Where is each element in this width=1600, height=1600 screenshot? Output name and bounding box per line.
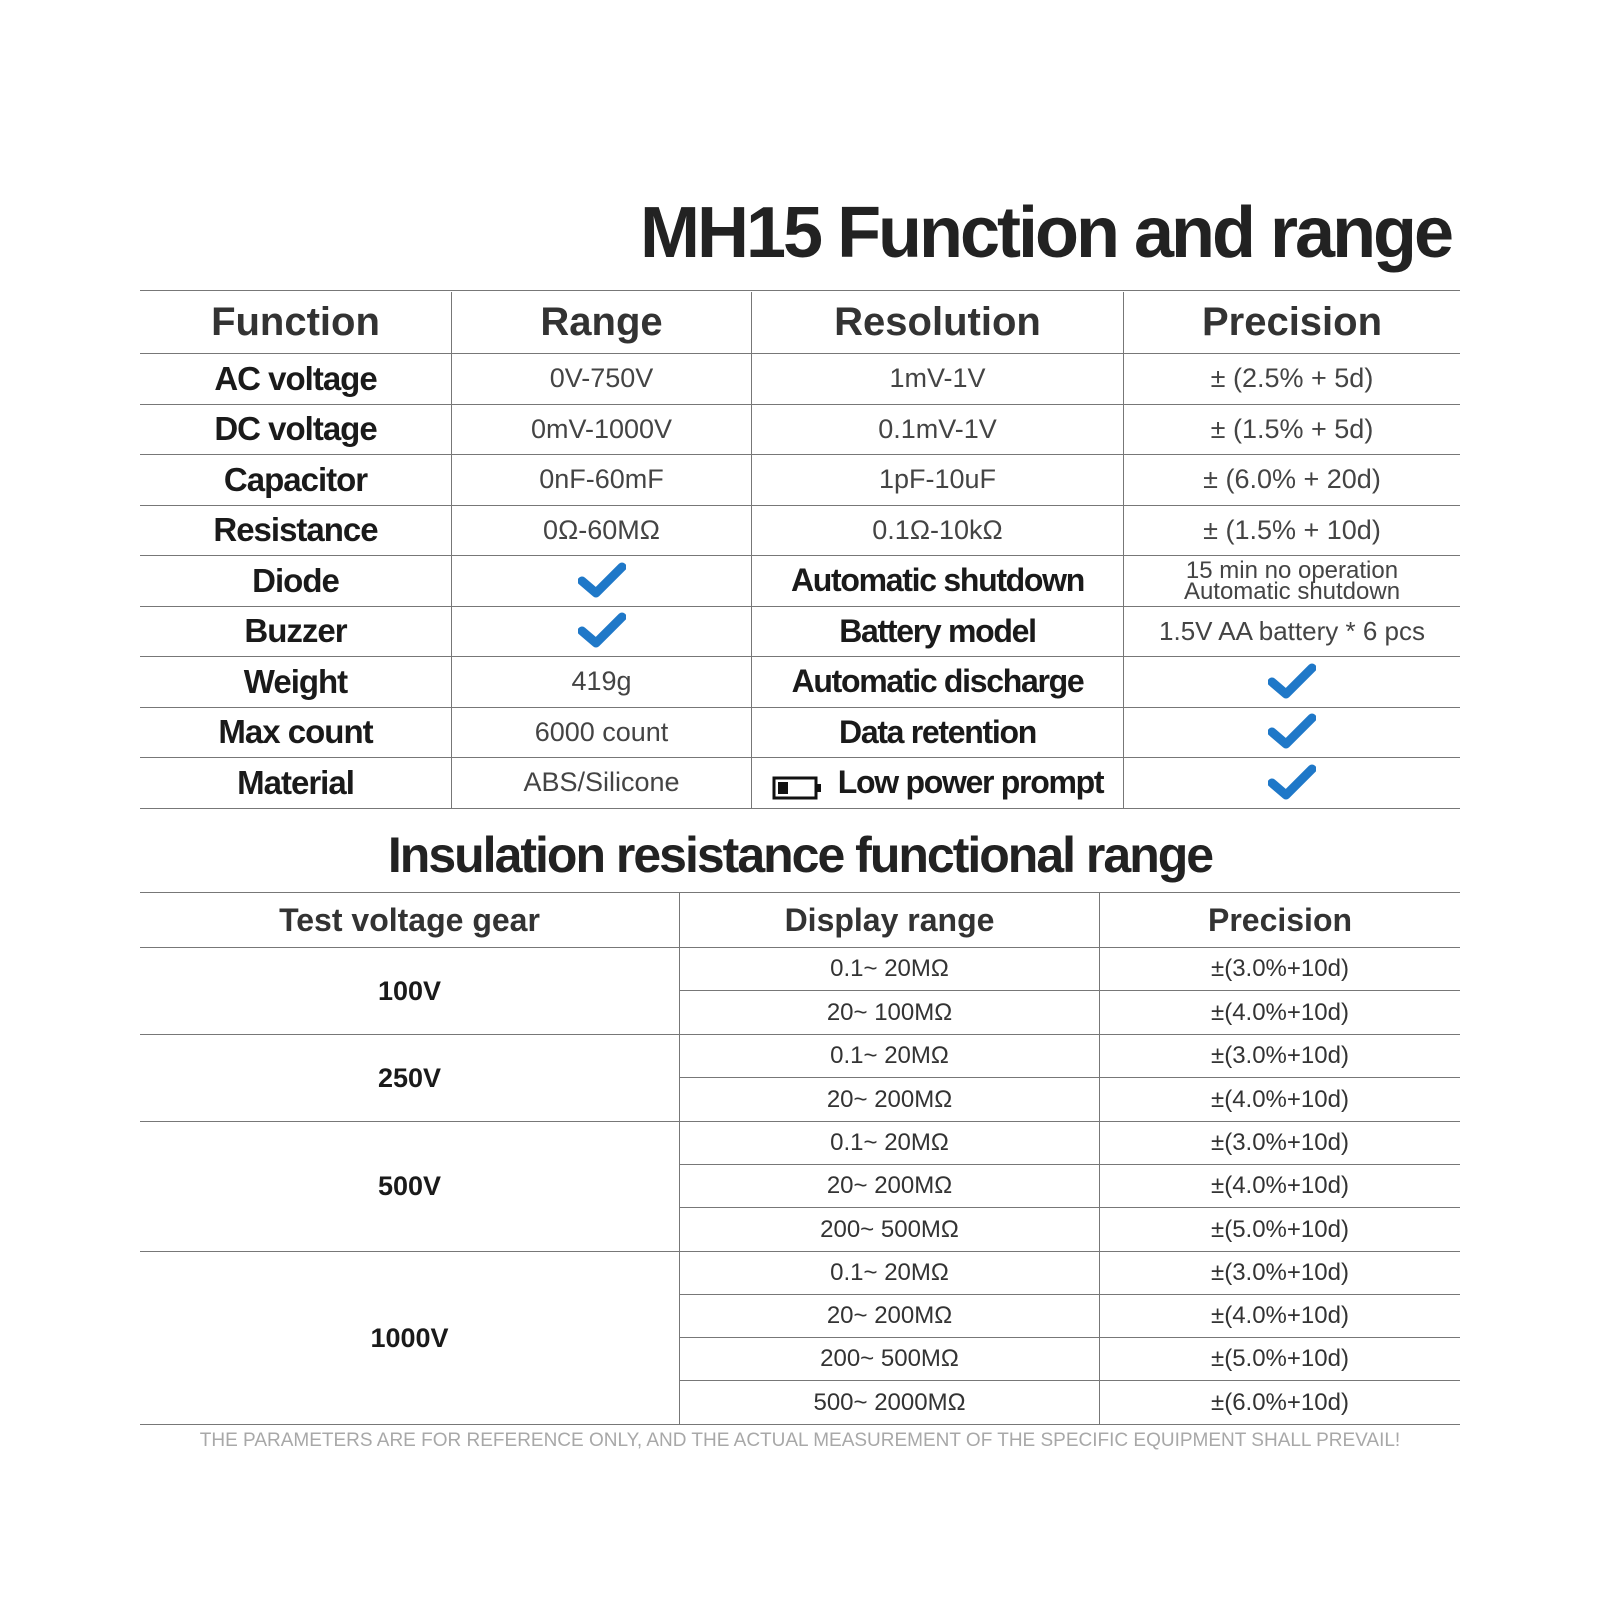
table-row (680, 1208, 1460, 1251)
header-resolution: Resolution (752, 292, 1124, 353)
display-range-cell: 200~ 500MΩ (680, 1338, 1100, 1380)
table-row (680, 1381, 1460, 1424)
table-row (140, 708, 1460, 759)
table-row (680, 1122, 1460, 1165)
feature-label: Automatic shutdown (752, 556, 1124, 606)
voltage-group (140, 1035, 1460, 1122)
display-range-cell: 20~ 200MΩ (680, 1295, 1100, 1337)
function-cell: Max count (140, 708, 452, 758)
header-precision: Precision (1201, 300, 1383, 344)
gear-cell: 500V (140, 1122, 680, 1251)
function-cell: Buzzer (140, 607, 452, 657)
function-cell: Weight (140, 657, 452, 707)
header-test-voltage: Test voltage gear (140, 893, 680, 947)
range-cell: 0mV-1000V (452, 405, 752, 455)
precision-cell: ±(5.0%+10d) (1211, 1345, 1349, 1372)
display-range-cell: 200~ 500MΩ (680, 1208, 1100, 1251)
table-row (680, 948, 1460, 991)
table-row (680, 991, 1460, 1034)
table-row (680, 1165, 1460, 1208)
feature-value (1124, 556, 1460, 606)
precision-cell: ± (1.5% + 10d) (1203, 514, 1381, 545)
precision-cell: ±(3.0%+10d) (1211, 955, 1349, 982)
function-cell: Diode (140, 556, 452, 606)
feature-label-cell (752, 758, 1124, 808)
table-row (680, 1252, 1460, 1295)
precision-cell: ± (1.5% + 5d) (1210, 413, 1374, 444)
header-range: Range (452, 292, 752, 353)
table-row (140, 405, 1460, 456)
display-range-cell: 0.1~ 20MΩ (680, 948, 1100, 990)
section-title: Insulation resistance functional range (387, 827, 1213, 883)
feature-value-line: Automatic shutdown (1183, 577, 1401, 605)
feature-label: Low power prompt (837, 764, 1104, 801)
function-cell: DC voltage (140, 405, 452, 455)
table1-top-rule (140, 290, 1460, 291)
range-cell: 0V-750V (452, 354, 752, 404)
display-range-cell: 0.1~ 20MΩ (680, 1122, 1100, 1164)
precision-cell: ± (2.5% + 5d) (1210, 363, 1374, 394)
function-cell: Material (140, 758, 452, 808)
range-cell: 6000 count (452, 708, 752, 758)
header-precision: Precision (1207, 901, 1353, 938)
table-row (680, 1338, 1460, 1381)
feature-value: 1.5V AA battery * 6 pcs (1159, 615, 1425, 646)
gear-cell: 100V (140, 948, 680, 1034)
precision-cell: ±(6.0%+10d) (1211, 1388, 1349, 1416)
table2-header-row (140, 893, 1460, 948)
gear-cell: 250V (140, 1035, 680, 1121)
battery-icon (772, 771, 822, 795)
range-cell: 0nF-60mF (452, 455, 752, 505)
check-icon (452, 556, 752, 606)
table1-header-row (140, 292, 1460, 354)
table-row (140, 354, 1460, 405)
table-row (680, 1078, 1460, 1121)
table-row (140, 607, 1460, 658)
display-range-cell: 20~ 200MΩ (680, 1165, 1100, 1207)
precision-cell: ± (6.0% + 20d) (1203, 464, 1381, 495)
feature-label: Data retention (752, 708, 1124, 758)
feature-label: Battery model (752, 607, 1124, 657)
check-icon (1124, 657, 1460, 707)
header-display-range: Display range (680, 893, 1100, 947)
table-row (680, 1295, 1460, 1338)
table2-body (140, 948, 1460, 1425)
display-range-cell: 0.1~ 20MΩ (680, 1252, 1100, 1294)
function-cell: AC voltage (140, 354, 452, 404)
voltage-group (140, 1252, 1460, 1425)
check-icon (452, 607, 752, 657)
display-range-cell: 0.1~ 20MΩ (680, 1035, 1100, 1077)
resolution-cell: 1pF-10uF (752, 455, 1124, 505)
precision-cell: ±(3.0%+10d) (1211, 1259, 1349, 1286)
feature-label: Automatic discharge (752, 657, 1124, 707)
display-range-cell: 20~ 200MΩ (680, 1078, 1100, 1121)
voltage-group (140, 948, 1460, 1035)
precision-cell: ±(3.0%+10d) (1211, 1129, 1349, 1156)
feature-value-line: 15 min no operation (1185, 556, 1399, 584)
function-cell: Resistance (140, 506, 452, 556)
table-row (680, 1035, 1460, 1078)
check-icon (1124, 758, 1460, 808)
resolution-cell: 0.1mV-1V (752, 405, 1124, 455)
range-cell: 0Ω-60MΩ (452, 506, 752, 556)
resolution-cell: 0.1Ω-10kΩ (752, 506, 1124, 556)
table-row (140, 506, 1460, 557)
range-cell: ABS/Silicone (452, 758, 752, 808)
precision-cell: ±(4.0%+10d) (1211, 1302, 1349, 1329)
table-row (140, 455, 1460, 506)
gear-cell: 1000V (140, 1252, 680, 1424)
function-cell: Capacitor (140, 455, 452, 505)
header-function: Function (140, 292, 452, 353)
insulation-table (140, 893, 1460, 1425)
check-icon (1124, 708, 1460, 758)
precision-cell: ±(3.0%+10d) (1211, 1042, 1349, 1069)
function-range-table (140, 292, 1460, 809)
display-range-cell: 500~ 2000MΩ (680, 1381, 1100, 1424)
precision-cell: ±(5.0%+10d) (1211, 1215, 1349, 1243)
disclaimer: THE PARAMETERS ARE FOR REFERENCE ONLY, AND THE ACTUAL MEASUREMENT OF THE SPECIFIC EQUIPMENT SHALL PREVAIL! (199, 1430, 1401, 1451)
precision-cell: ±(4.0%+10d) (1211, 1172, 1349, 1199)
resolution-cell: 1mV-1V (752, 354, 1124, 404)
page-title: MH15 Function and range (640, 193, 1452, 273)
table-row (140, 758, 1460, 809)
table-row (140, 657, 1460, 708)
display-range-cell: 20~ 100MΩ (680, 991, 1100, 1034)
range-cell: 419g (452, 657, 752, 707)
precision-cell: ±(4.0%+10d) (1211, 998, 1349, 1026)
precision-cell: ±(4.0%+10d) (1211, 1085, 1349, 1113)
table-row (140, 556, 1460, 607)
voltage-group (140, 1122, 1460, 1252)
